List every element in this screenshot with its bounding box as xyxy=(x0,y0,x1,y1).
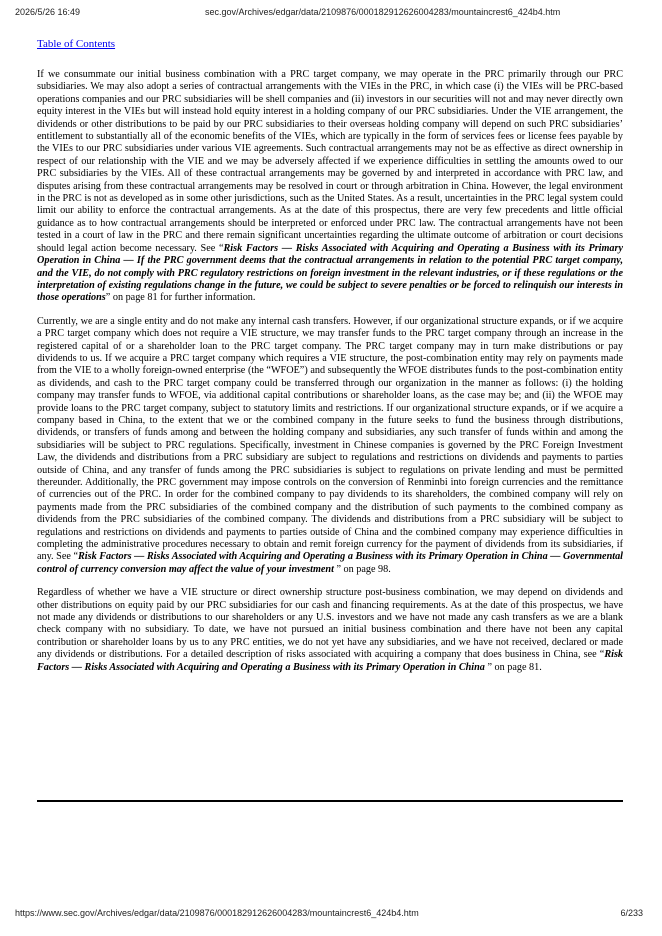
paragraph-tail: ” on page 81 for further information. xyxy=(105,292,256,304)
paragraph-vie-arrangements xyxy=(37,69,623,305)
risk-factor-reference: Risk Factors — Risks Associated with Acquiring and Operating a Business with its Primary Operation in China — Governmental control of currency conversion may affect the value of your investment xyxy=(37,551,623,575)
paragraph-text: Regardless of whether we have a VIE structure or direct ownership structure post-business combination, we may depend on dividends and other distributions on equity paid by our PRC subsidiaries for our cash and financing requirements. As at the date of this prospectus, we have not made any dividends or distributions to our shareholders or any U.S. investors and we have not made any cash transfers as we are a blank check company with no subsidiary. To date, we have not pursued an initial business combination and there have not been any capital contribution or shareholder loans by us to any PRC entities, we do not yet have any subsidiaries, and we have not received, declared or made any dividends or distributions. For a detailed description of risks associated with acquiring a company that does business in China, see “ xyxy=(37,587,623,661)
page-divider xyxy=(37,800,623,802)
print-url: https://www.sec.gov/Archives/edgar/data/2109876/000182912626004283/mountaincrest6_424b4.htm xyxy=(15,908,419,918)
paragraph-tail: ” on page 81. xyxy=(484,661,542,673)
paragraph-text: If we consummate our initial business combination with a PRC target company, we may operate in the PRC primarily through our PRC subsidiaries. We may also adopt a series of contractual arrangements with the VIEs in the PRC, in which case (i) the VIEs will be PRC-based operations companies and our PRC subsidiaries will be shell companies and (ii) investors in our securities will not and may never directly own equity interest in the VIEs but will instead hold equity interest in a holding company of our PRC subsidiaries. Under the VIE arrangement, the dividends or other distributions to be paid by our PRC subsidiaries to their overseas holding company will depend on such PRC subsidiaries’ entitlement to substantially all of the economic benefits of the VIEs, which are typically in the form of services fees or license fees payable by the VIEs to our PRC subsidiaries under various VIE agreements. Such contractual arrangements may not be as effective as direct ownership in respect of our relationship with the VIE and we may be adversely affected if we experience difficulties in settling the amounts owed to our PRC subsidiaries by the VIEs. All of these contractual arrangements may be governed by and interpreted in accordance with PRC law, and disputes arising from these contractual arrangements may be resolved in court or through arbitration in China. However, the legal environment in the PRC is not as developed as in some other jurisdictions, such as the United States. As a result, uncertainties in the PRC legal system could limit our ability to enforce the contractual arrangements. As at the date of this prospectus, there are very few precedents and little official guidance as to how contractual arrangements should be interpreted or enforced under PRC law. The contractual arrangements have not been tested in a court of law in the PRC and there remain significant uncertainties regarding the ultimate outcome of arbitration or court decisions should legal action become necessary. See “ xyxy=(37,69,623,254)
print-page-title: sec.gov/Archives/edgar/data/2109876/000182912626004283/mountaincrest6_424b4.htm xyxy=(205,7,561,17)
paragraph-tail: ” on page 98. xyxy=(333,563,391,575)
table-of-contents-link[interactable]: Table of Contents xyxy=(37,38,116,50)
paragraph-text: Currently, we are a single entity and do not make any internal cash transfers. However, if our organizational structure expands, or if we acquire a PRC target company which does not require a VIE structure, we may transfer funds to the PRC target company through an increase in the registered capital of or a shareholder loan to the PRC target company. The PRC target company may in turn make distributions or pay dividends to us. If we acquire a PRC target company which requires a VIE structure, the post-combination entity may rely on payments made from the VIE to a wholly foreign-owned enterprise (the “WFOE”) and subsequently the WFOE distributes funds to the post-combination entity as dividends, and cash to the PRC target company could be transferred through our organization in the manner as follows: (i) the holding company may transfer funds to WFOE, via additional capital contributions or shareholder loans, as the case may be; and (ii) the WFOE may provide loans to the PRC target company, subject to statutory limits and restrictions. If our organizational structure expands, or if we acquire a company based in China, to the extent that we or the combined company in the future seeks to fund the business through distributions, dividends, or transfers of funds among and between the holding company and subsidiaries, any such transfer of funds within and among the subsidiaries will be subject to PRC regulations. Specifically, investment in Chinese companies is governed by the PRC Foreign Investment Law, the dividends and distributions from a PRC subsidiary are subject to regulations and restrictions on dividends and payments to parties outside of China, and any transfer of funds among the PRC subsidiaries is subject to regulations on private lending and must be permitted thereunder. Additionally, the PRC government may impose controls on the conversion of Renminbi into foreign currencies and the remittance of currencies out of the PRC. In order for the combined company to pay dividends to its shareholders, the combined company will rely on payments made from the PRC subsidiaries of the combined company and the distribution of such payments to the combined company as dividends from the PRC subsidiaries of the combined company. The dividends and distributions from a PRC subsidiary will be subject to regulations and restrictions on dividends and payments to parties outside of China and the combined company may experience difficulties in completing the administrative procedures necessary to obtain and remit foreign currency for the payment of dividends from its subsidiaries, if any. See “ xyxy=(37,315,623,563)
print-datetime: 2026/5/26 16:49 xyxy=(15,7,81,17)
risk-factor-reference: Risk Factors — Risks Associated with Acquiring and Operating a Business with its Primary Operation in China — If the PRC government deems that the contractual arrangements in relation to the potential PRC target company, and the VIE, do not comply with PRC regulatory restrictions on foreign investment in the relevant industries, or if these regulations or the interpretation of existing regulations change in the future, we could be subject to severe penalties or be forced to relinquish our interests in those operations xyxy=(37,242,624,304)
print-page-counter: 6/233 xyxy=(620,908,643,918)
document-body xyxy=(37,69,623,685)
paragraph-dividends xyxy=(37,587,623,674)
paragraph-cash-transfers xyxy=(37,316,623,577)
risk-factor-reference: Risk Factors — Risks Associated with Acquiring and Operating a Business with its Primary Operation in China xyxy=(37,649,623,673)
